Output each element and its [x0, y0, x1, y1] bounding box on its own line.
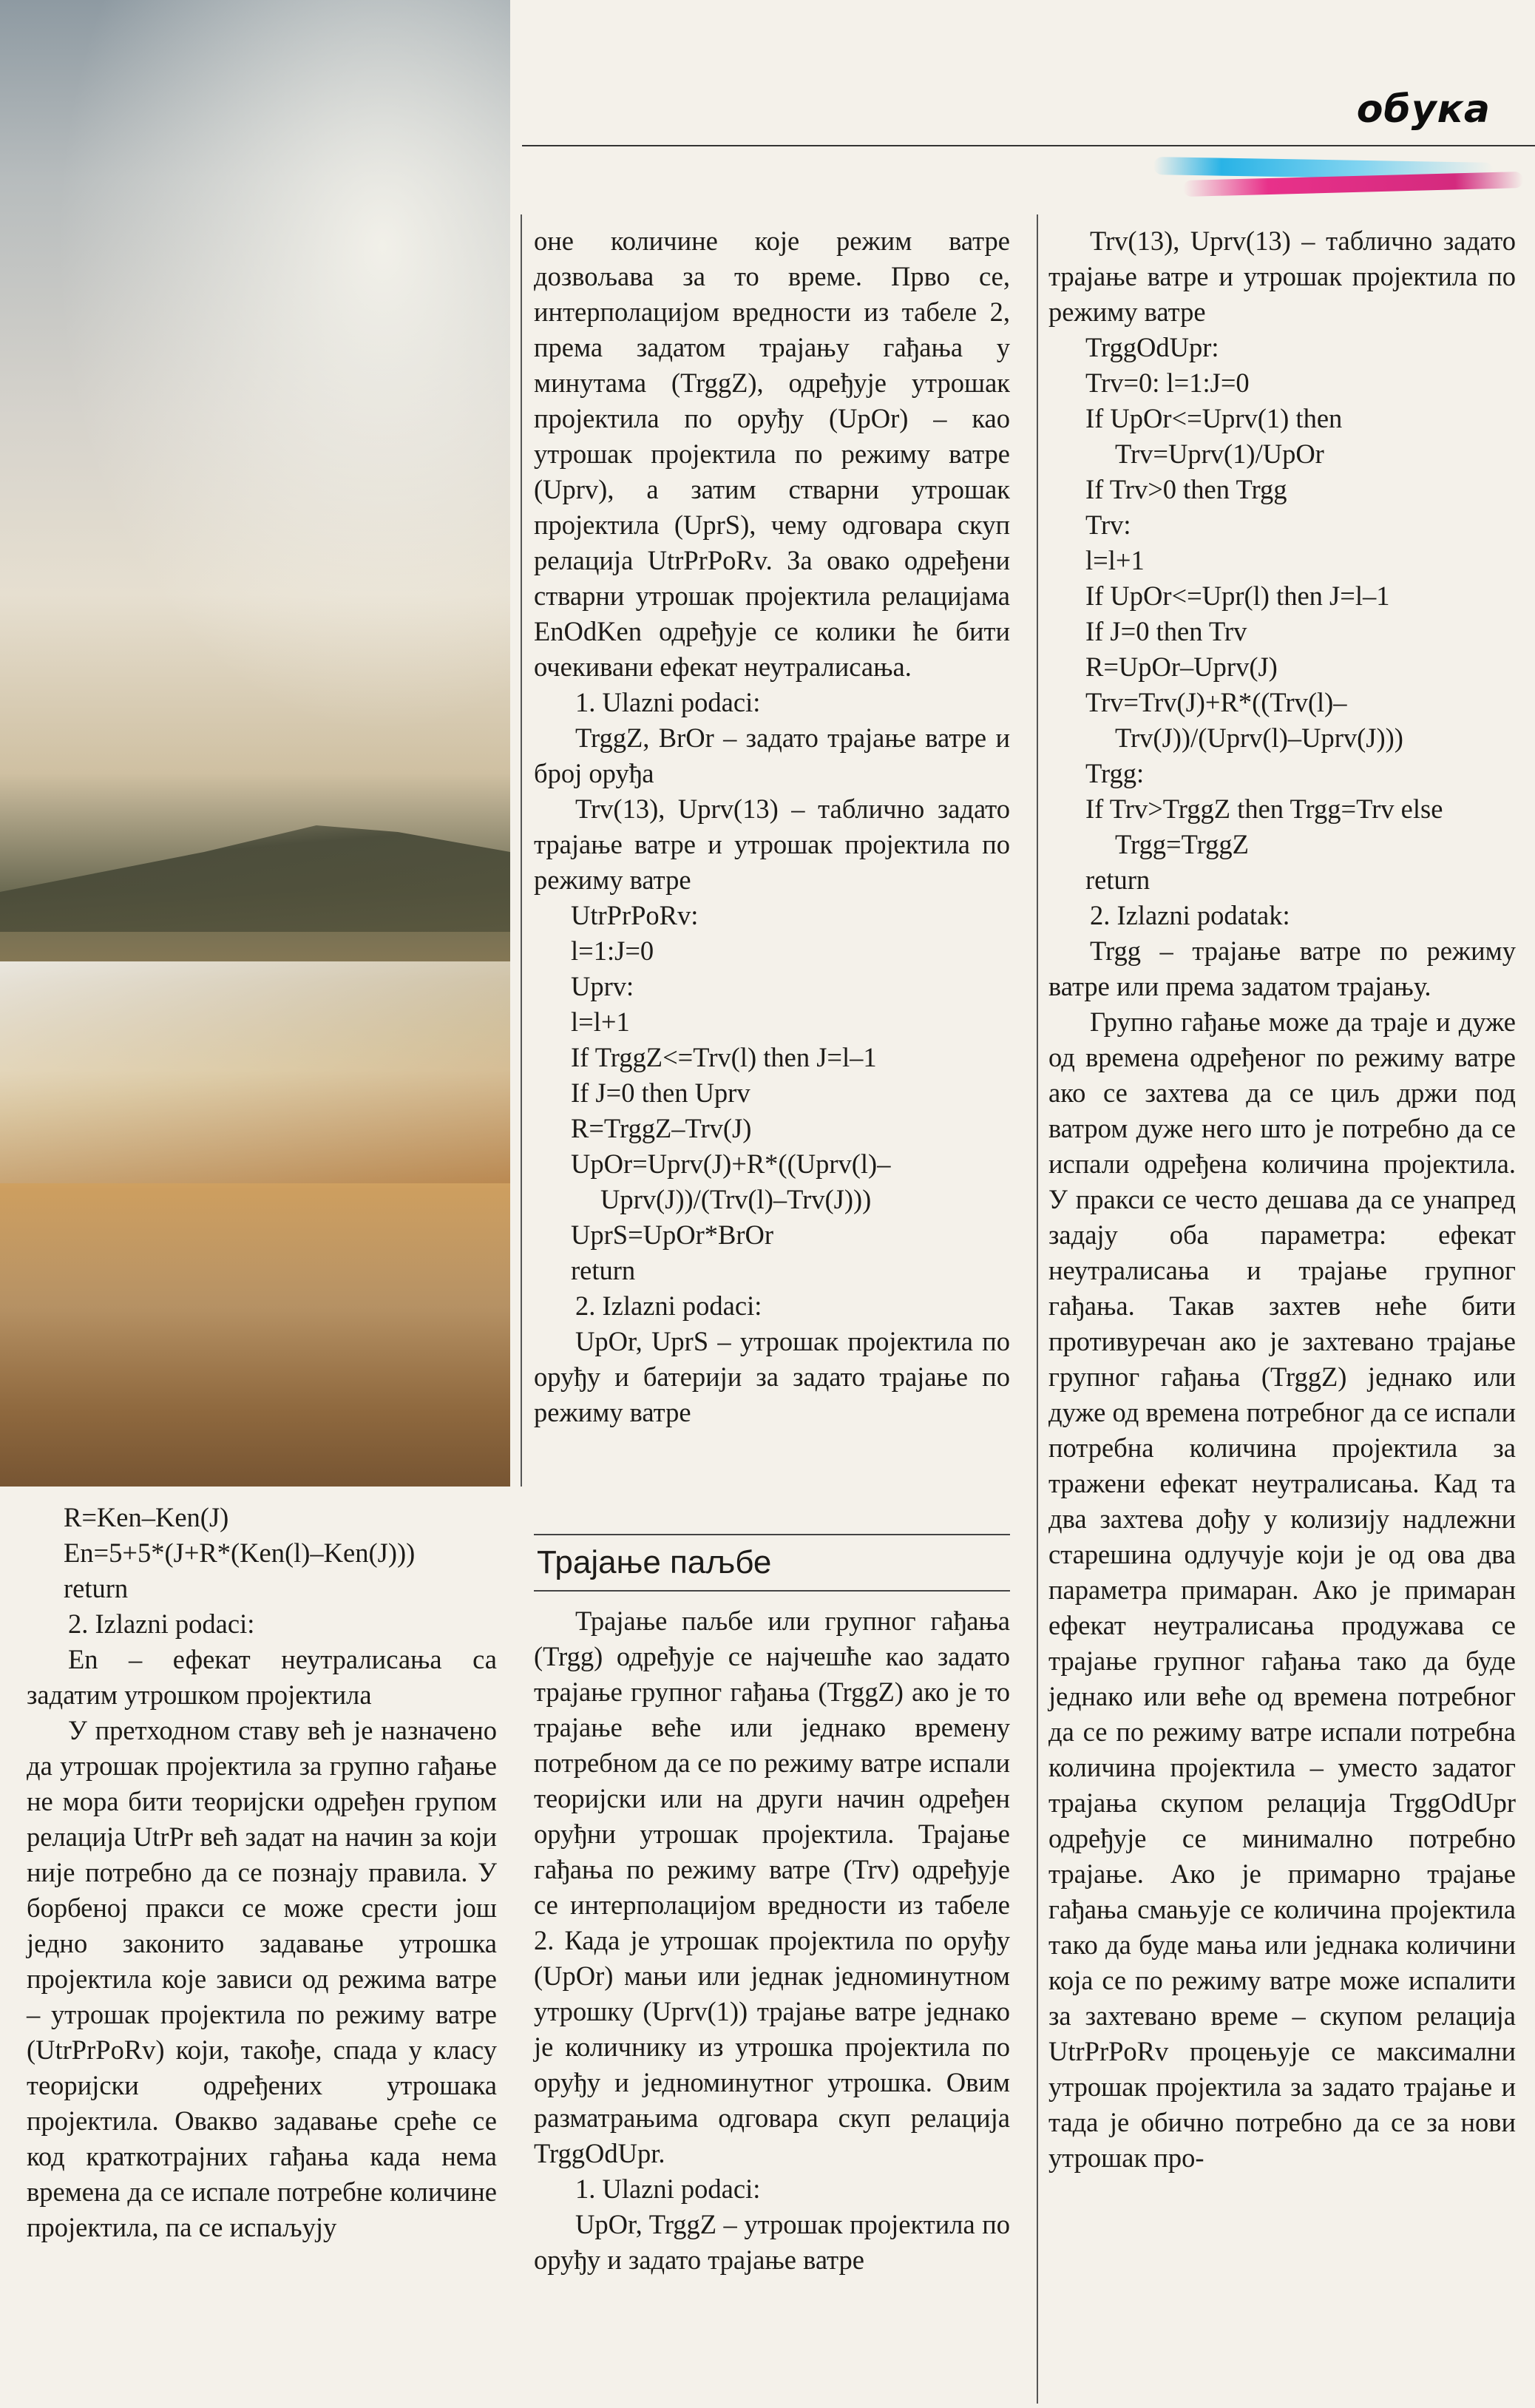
code-line: If J=0 then Uprv [571, 1078, 750, 1108]
code-line: return [571, 1255, 636, 1285]
code-line: If TrggZ<=Trv(l) then J=l–1 [571, 1042, 877, 1072]
input-item: TrggZ, BrOr – задато трајање ватре и број оруђа [534, 723, 1010, 788]
section-title: обука [1356, 87, 1491, 132]
photo-sky-haze [0, 0, 510, 818]
body-paragraph: У претходном ставу већ је назначено да утрошак пројектила за групно гађање не мора бити теоријски одређен групом релација UtrPr већ задат на начин за који није потребно да се познају правила. У борбеној пракси се може срести још једно законито задавање утрошка пројектила које зависи од режима ватре – утрошак пројектила по режиму ватре (UtrPrPoRv) који, такође, спада у класу теоријски одређених утрошака пројектила. Овакво задавање среће се код краткотрајних гађања када нема времена да се испале потребне количине пројектила, па се испаљују [27, 1715, 497, 2242]
body-paragraph: Трајање паљбе или групног гађања (Trgg) одређује се најчешће као задато трајање групног гађања (TrggZ) ако је то трајање веће или једнако времену потребном да се по режиму ватре испали теоријски или на други начин одређен оруђни утрошак пројектила. Трајање гађања по режиму ватре (Trv) одређује се интерполацијом вредности из табеле 2. Када је утрошак пројектила по оруђу (UpOr) мањи или једнак једноминутном утрошку (Uprv(1)) трајање ватре једнако је количнику из утрошка пројектила по оруђу и једноминутног утрошка. Овим разматрањима одговара скуп релација TrggOdUpr. [534, 1606, 1010, 2168]
column-rule-right [1037, 214, 1038, 2404]
code-line: return [1085, 865, 1151, 895]
column-2-lower [534, 1603, 1010, 2278]
output-description: UpOr, UprS – утрошак пројектила по оруђу и батерији за задато трајање по режиму ватре [534, 1326, 1010, 1427]
code-line: En=5+5*(J+R*(Ken(l)–Ken(J))) [64, 1538, 416, 1568]
output-heading: 2. Izlazni podaci: [68, 1609, 255, 1639]
output-heading: 2. Izlazni podaci: [575, 1291, 762, 1321]
code-line: If Trv>TrggZ then Trgg=Trv else Trgg=TrggZ [1085, 794, 1449, 859]
output-heading: 2. Izlazni podatak: [1090, 900, 1290, 930]
output-description: En – ефекат неутралисања са задатим утрошком пројектила [27, 1644, 497, 1710]
output-description: Trgg – трајање ватре по режиму ватре или према задатом трајању. [1048, 936, 1516, 1001]
subheading-rule [534, 1590, 1010, 1592]
body-paragraph: Групно гађање може да траје и дуже од времена одређеног по режиму ватре ако се захтева да се циљ држи под ватром дуже него што је потребно да се испали одређена количина пројектила. У пракси се често дешава да се унапред задају оба параметра: ефекат неутралисања и трајање групног гађања. Такав захтев неће бити противуречан ако је захтевано трајање групног гађања (TrggZ) једнако или дуже од времена потребног да се испали потребна количина пројектила за тражени ефекат неутралисања. Кад та два захтева дођу у колизију надлежни старешина одлучује који је од ова два параметра примаран. Ако је примаран ефекат неутралисања продужава се трајање групног гађања тако да буде једнако или веће од времена потребног да се по режиму ватре испали потребна количина пројектила – уместо задатог трајања скупом релација TrggOdUpr одређује се минимално потребно трајање. Ако је примарно трајање гађања смањује се количина пројектила тако да буде мања или једнака количини која се по режиму ватре може испалити за захтевано време – скупом релација UtrPrPoRv процењује се максимални утрошак пројектила за задато трајање и тада је обично потребно да се за нови утрошак про- [1048, 1007, 1516, 2173]
code-line: Trv=Trv(J)+R*((Trv(l)–Trv(J))/(Uprv(l)–Uprv(J))) [1085, 687, 1403, 753]
body-paragraph: оне количине које режим ватре дозвољава за то време. Прво се, интерполацијом вредности из табеле 2, према задатом трајању гађања у минутама (TrggZ), одређује утрошак пројектила по оруђу (UpOr) – као утрошак пројектила по режиму ватре (Uprv), а затим стварни утрошак пројектила (UprS), чему одговара скуп релација UtrPrPoRv. За овако одређени стварни утрошак пројектила релацијама EnOdKen одређује се колики ће бити очекивани ефекат неутралисања. [534, 226, 1010, 682]
input-item: Trv(13), Uprv(13) – таблично задато трајање ватре и утрошак пројектила по режиму ватре [1048, 226, 1516, 327]
code-line: If UpOr<=Uprv(1) then Trv=Uprv(1)/UpOr [1085, 403, 1349, 469]
input-heading: 1. Ulazni podaci: [575, 687, 761, 717]
code-line: UtrPrPoRv: [571, 900, 699, 930]
input-heading: 1. Ulazni podaci: [575, 2174, 761, 2204]
column-1 [27, 1500, 497, 2245]
code-line: UpOr=Uprv(J)+R*((Uprv(l)–Uprv(J))/(Trv(l)–Trv(J))) [571, 1149, 891, 1214]
photo-forest-ridge [0, 799, 510, 932]
code-line: If Trv>0 then Trgg [1085, 474, 1287, 504]
code-line: Trgg: [1085, 758, 1145, 788]
code-line: Trv=0: l=1:J=0 [1085, 368, 1250, 398]
input-item: Trv(13), Uprv(13) – таблично задато трајање ватре и утрошак пројектила по режиму ватре [534, 794, 1010, 895]
photo-dry-grass [0, 1183, 510, 1487]
code-line: If J=0 then Trv [1085, 616, 1247, 646]
code-line: R=Ken–Ken(J) [64, 1502, 229, 1532]
code-line: Uprv: [571, 971, 634, 1001]
code-line: return [64, 1573, 129, 1603]
column-2 [534, 223, 1010, 1430]
landscape-photo [0, 0, 510, 1487]
input-item: UpOr, TrggZ – утрошак пројектила по оруђу и задато трајање ватре [534, 2209, 1010, 2275]
photo-snow-field [0, 961, 510, 1183]
code-line: l=l+1 [1085, 545, 1145, 575]
code-line: If UpOr<=Upr(l) then J=l–1 [1085, 581, 1390, 611]
code-line: R=UpOr–Uprv(J) [1085, 652, 1278, 682]
column-3 [1048, 223, 1516, 2176]
code-line: UprS=UpOr*BrOr [571, 1220, 774, 1250]
subheading-rule [534, 1534, 1010, 1535]
code-line: TrggOdUpr: [1085, 332, 1219, 362]
code-line: l=l+1 [571, 1007, 630, 1037]
header-rule [522, 145, 1535, 146]
code-line: l=1:J=0 [571, 936, 654, 966]
subheading: Трајање паљбе [537, 1544, 772, 1580]
column-rule-left [521, 214, 522, 1487]
code-line: R=TrggZ–Trv(J) [571, 1113, 752, 1143]
code-line: Trv: [1085, 510, 1131, 540]
